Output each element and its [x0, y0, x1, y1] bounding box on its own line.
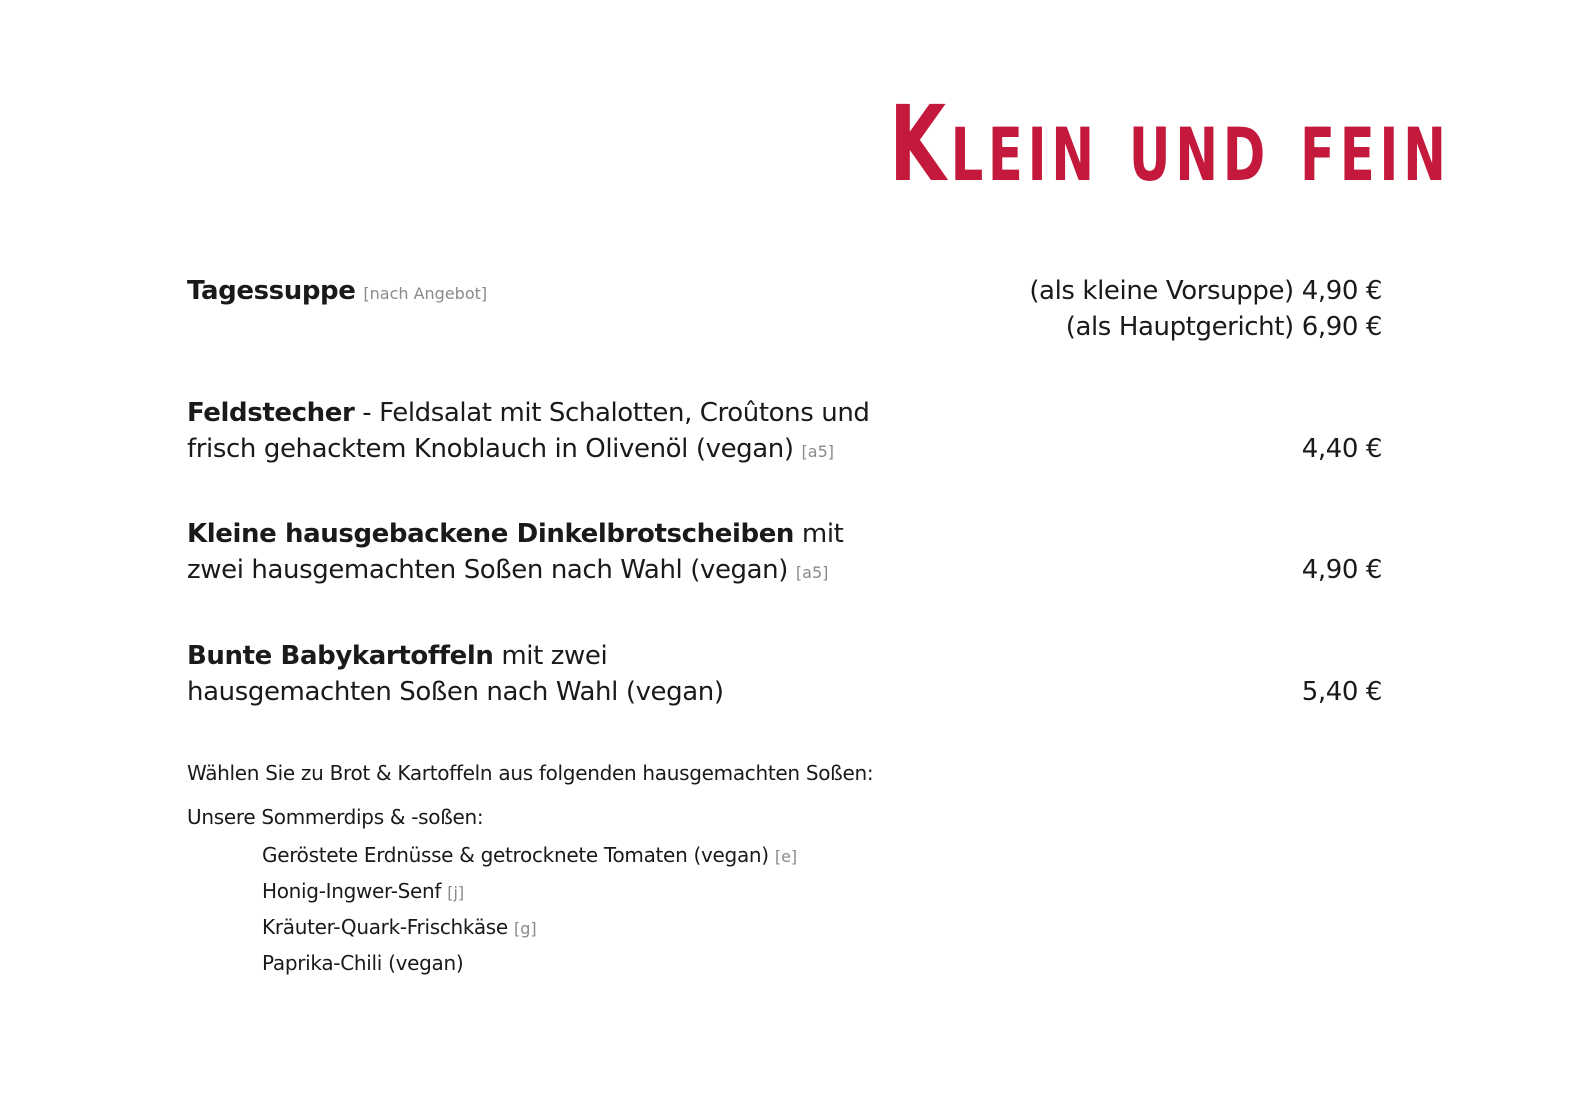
- list-item: [262, 838, 797, 874]
- menu-item-note: [nach Angebot]: [363, 284, 488, 303]
- sauce-label: Kräuter-Quark-Frischkäse: [262, 915, 508, 939]
- list-item: [262, 910, 797, 946]
- menu-item-description: mit zwei: [493, 641, 608, 671]
- menu-item-feldstecher: [187, 395, 1382, 467]
- sauce-note: [e]: [774, 847, 798, 866]
- sauce-note: [j]: [447, 883, 465, 902]
- sauce-heading: Unsere Sommerdips & -soßen:: [187, 805, 484, 829]
- menu-item-note: [a5]: [795, 563, 829, 582]
- price-row-main: [1029, 309, 1382, 345]
- menu-item-line2: [187, 552, 907, 591]
- sauce-list: [262, 838, 797, 982]
- menu-item-note: [a5]: [801, 442, 834, 461]
- menu-item-description: hausgemachten Soßen nach Wahl (vegan): [187, 677, 724, 707]
- menu-item-tagessuppe: [187, 273, 1382, 345]
- menu-item-name: Tagessuppe: [187, 276, 356, 306]
- price-value: 4,90 €: [1301, 276, 1382, 306]
- menu-item-text: [187, 273, 907, 312]
- menu-item-line1: [187, 516, 907, 552]
- page-title: Klein und fein: [889, 83, 1451, 205]
- menu-item-text: [187, 638, 907, 710]
- menu-item-line1: [187, 638, 907, 674]
- price-row-small: [1029, 273, 1382, 309]
- sauce-intro: Wählen Sie zu Brot & Kartoffeln aus folgenden hausgemachten Soßen:: [187, 761, 874, 785]
- sauce-label: Honig-Ingwer-Senf: [262, 879, 442, 903]
- list-item: [262, 874, 797, 910]
- menu-item-description: zwei hausgemachten Soßen nach Wahl (vegan): [187, 555, 789, 585]
- menu-item-name: Bunte Babykartoffeln: [187, 641, 494, 671]
- menu-item-line2: [187, 431, 907, 470]
- sauce-note: [g]: [514, 919, 537, 938]
- menu-item-line1: [187, 395, 907, 431]
- menu-item-line2: [187, 674, 907, 710]
- list-item: [262, 946, 797, 982]
- menu-item-text: [187, 516, 907, 591]
- menu-item-description: - Feldsalat mit Schalotten, Croûtons und: [354, 398, 870, 428]
- price-label: (als kleine Vorsuppe): [1029, 276, 1294, 306]
- sauce-label: Paprika-Chili (vegan): [262, 951, 464, 975]
- menu-item-description: mit: [794, 519, 844, 549]
- menu-item-prices: [1029, 273, 1382, 345]
- menu-item-price: 4,40 €: [1301, 434, 1382, 464]
- price-label: (als Hauptgericht): [1065, 312, 1294, 342]
- menu-item-price: 5,40 €: [1301, 677, 1382, 707]
- menu-item-price: 4,90 €: [1301, 555, 1382, 585]
- price-value: 6,90 €: [1301, 312, 1382, 342]
- menu-item-name: Kleine hausgebackene Dinkelbrotscheiben: [187, 519, 795, 549]
- menu-item-babykartoffeln: [187, 638, 1382, 710]
- menu-item-description: frisch gehacktem Knoblauch in Olivenöl (vegan): [187, 434, 794, 464]
- menu-item-text: [187, 395, 907, 470]
- sauce-label: Geröstete Erdnüsse & getrocknete Tomaten (vegan): [262, 843, 769, 867]
- menu-item-name: Feldstecher: [187, 398, 355, 428]
- menu-item-dinkelbrot: [187, 516, 1382, 588]
